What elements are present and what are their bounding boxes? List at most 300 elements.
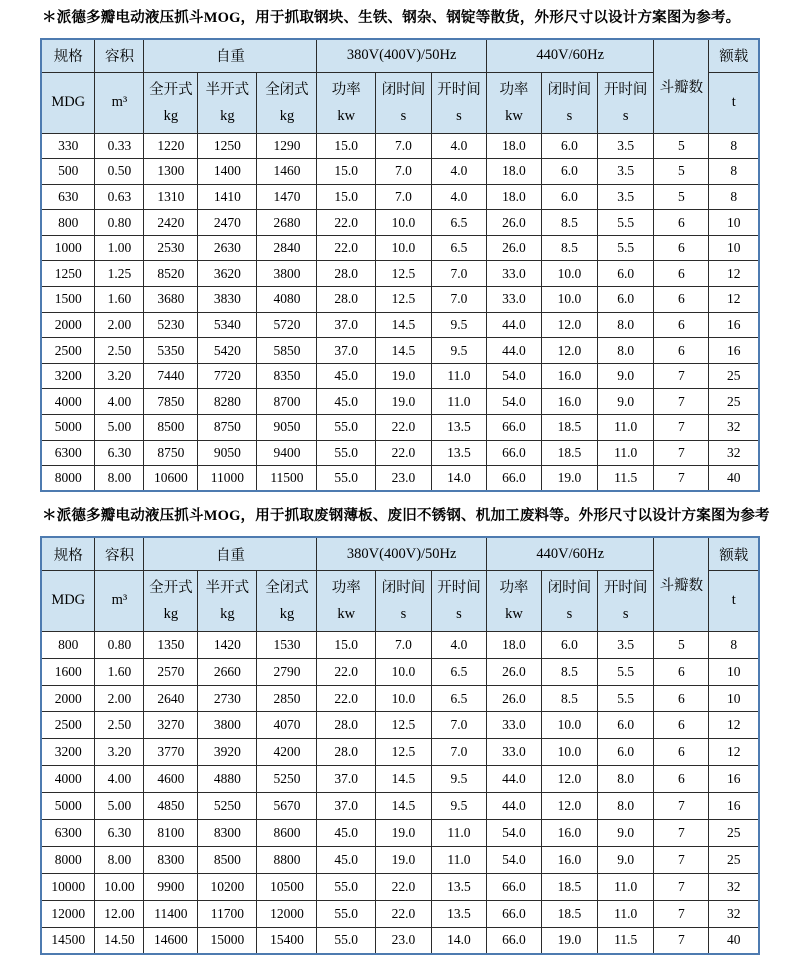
col-header-power-380: 功率 kw [317, 72, 376, 133]
table-cell: 44.0 [486, 312, 541, 338]
table-cell: 22.0 [375, 415, 431, 441]
table-row [41, 739, 759, 766]
col-header-power-440: 功率 kw [486, 72, 541, 133]
table-cell: 12000 [41, 900, 95, 927]
table-cell: 16 [709, 766, 759, 793]
table-cell: 7.0 [375, 631, 431, 658]
table-cell: 3.5 [597, 631, 654, 658]
col-header-open-time-440: 开时间 s [597, 72, 654, 133]
table-cell: 800 [41, 210, 95, 236]
table-cell: 8000 [41, 846, 95, 873]
table-cell: 3270 [144, 712, 198, 739]
table-cell: 19.0 [541, 927, 597, 954]
table-cell: 9400 [257, 440, 317, 466]
table-cell: 25 [709, 363, 759, 389]
table-cell: 2790 [257, 658, 317, 685]
table-cell: 6 [654, 235, 709, 261]
table-cell: 66.0 [486, 466, 541, 492]
table-cell: 6 [654, 338, 709, 364]
table-cell: 55.0 [317, 440, 376, 466]
table-cell: 2680 [257, 210, 317, 236]
table-cell: 8800 [257, 846, 317, 873]
table-cell: 55.0 [317, 466, 376, 492]
table-cell: 8.0 [597, 766, 654, 793]
col-header-fully-open: 全开式 kg [144, 570, 198, 631]
table-cell: 1500 [41, 287, 95, 313]
col-header-380v: 380V(400V)/50Hz [317, 537, 487, 570]
table-row [41, 793, 759, 820]
table-cell: 3.20 [95, 739, 144, 766]
col-header-half-open: 半开式 kg [198, 72, 257, 133]
table-row [41, 184, 759, 210]
table-row [41, 210, 759, 236]
table-cell: 12 [709, 739, 759, 766]
col-header-volume: 容积 [95, 537, 144, 570]
col-header-m3: m³ [95, 72, 144, 133]
table-cell: 8750 [198, 415, 257, 441]
col-header-power-380: 功率 kw [317, 570, 376, 631]
table-cell: 16.0 [541, 820, 597, 847]
table-cell: 5 [654, 631, 709, 658]
table-cell: 7.0 [431, 287, 486, 313]
table-cell: 5.00 [95, 415, 144, 441]
table-cell: 37.0 [317, 766, 376, 793]
table-cell: 14.5 [375, 766, 431, 793]
table-cell: 1470 [257, 184, 317, 210]
table-cell: 12 [709, 712, 759, 739]
table-cell: 5000 [41, 793, 95, 820]
table-cell: 11.5 [597, 466, 654, 492]
table-cell: 800 [41, 631, 95, 658]
table-cell: 12 [709, 261, 759, 287]
table-cell: 19.0 [375, 820, 431, 847]
table-cell: 9.5 [431, 793, 486, 820]
table-cell: 10.0 [375, 685, 431, 712]
table-cell: 7 [654, 846, 709, 873]
col-header-m3: m³ [95, 570, 144, 631]
table-cell: 6.0 [597, 287, 654, 313]
table-cell: 1400 [198, 159, 257, 185]
table-cell: 16.0 [541, 389, 597, 415]
col-header-rated-load: 额载 [709, 39, 759, 72]
table-cell: 11500 [257, 466, 317, 492]
table-cell: 28.0 [317, 739, 376, 766]
table-cell: 23.0 [375, 927, 431, 954]
table-cell: 33.0 [486, 261, 541, 287]
table-cell: 7 [654, 793, 709, 820]
col-header-half-open: 半开式 kg [198, 570, 257, 631]
grab-spec-table-scrap [40, 536, 760, 955]
table-cell: 8500 [198, 846, 257, 873]
table-cell: 23.0 [375, 466, 431, 492]
table-cell: 15.0 [317, 631, 376, 658]
table-cell: 18.5 [541, 415, 597, 441]
table-cell: 33.0 [486, 712, 541, 739]
table-row [41, 658, 759, 685]
table-cell: 4.0 [431, 159, 486, 185]
table-cell: 1310 [144, 184, 198, 210]
table-cell: 18.0 [486, 184, 541, 210]
table-cell: 1300 [144, 159, 198, 185]
table-cell: 5340 [198, 312, 257, 338]
table-cell: 1.00 [95, 235, 144, 261]
table-cell: 10.0 [541, 287, 597, 313]
table-cell: 11.0 [597, 900, 654, 927]
table-cell: 1410 [198, 184, 257, 210]
table-cell: 4.0 [431, 184, 486, 210]
table-row [41, 415, 759, 441]
table-cell: 19.0 [375, 846, 431, 873]
col-header-petal-count: 斗瓣数 [654, 39, 709, 133]
table-cell: 6300 [41, 440, 95, 466]
table-cell: 6 [654, 739, 709, 766]
table-cell: 7720 [198, 363, 257, 389]
table-cell: 5720 [257, 312, 317, 338]
table-cell: 2630 [198, 235, 257, 261]
table-cell: 44.0 [486, 793, 541, 820]
table-cell: 9.0 [597, 846, 654, 873]
table-cell: 5.5 [597, 235, 654, 261]
table-cell: 8300 [198, 820, 257, 847]
table-cell: 4.00 [95, 389, 144, 415]
table-row [41, 338, 759, 364]
table-cell: 500 [41, 159, 95, 185]
table-cell: 8.5 [541, 235, 597, 261]
table-cell: 22.0 [317, 685, 376, 712]
table-cell: 28.0 [317, 712, 376, 739]
table-cell: 2840 [257, 235, 317, 261]
table-cell: 5.5 [597, 685, 654, 712]
table-body [41, 631, 759, 954]
col-header-power-440: 功率 kw [486, 570, 541, 631]
table-cell: 11.0 [597, 440, 654, 466]
table-cell: 5230 [144, 312, 198, 338]
table-cell: 9.5 [431, 338, 486, 364]
table-cell: 10.0 [375, 235, 431, 261]
table-cell: 16 [709, 338, 759, 364]
table-cell: 5 [654, 159, 709, 185]
table-cell: 14.0 [431, 466, 486, 492]
table-cell: 11.0 [597, 415, 654, 441]
table-cell: 7.0 [431, 712, 486, 739]
table-cell: 6 [654, 287, 709, 313]
table-cell: 630 [41, 184, 95, 210]
table-cell: 5 [654, 133, 709, 159]
grab-spec-table-bulk [40, 38, 760, 492]
table-cell: 28.0 [317, 287, 376, 313]
table-cell: 0.63 [95, 184, 144, 210]
table-header [41, 537, 759, 631]
table-cell: 33.0 [486, 287, 541, 313]
table-cell: 2730 [198, 685, 257, 712]
table-cell: 9050 [198, 440, 257, 466]
table-cell: 66.0 [486, 927, 541, 954]
table-cell: 8.00 [95, 466, 144, 492]
table-cell: 12.5 [375, 712, 431, 739]
table-cell: 10.0 [541, 261, 597, 287]
table-cell: 4080 [257, 287, 317, 313]
table-cell: 3.5 [597, 159, 654, 185]
table-cell: 3770 [144, 739, 198, 766]
table-cell: 14.5 [375, 312, 431, 338]
col-header-open-time-380: 开时间 s [431, 72, 486, 133]
table-cell: 7 [654, 873, 709, 900]
table-cell: 54.0 [486, 820, 541, 847]
table-cell: 15.0 [317, 159, 376, 185]
table-cell: 7 [654, 415, 709, 441]
table-cell: 1250 [41, 261, 95, 287]
table-cell: 12000 [257, 900, 317, 927]
table-cell: 12.0 [541, 766, 597, 793]
col-header-close-time-440: 闭时间 s [541, 72, 597, 133]
table-cell: 6.30 [95, 820, 144, 847]
table-cell: 9900 [144, 873, 198, 900]
table-cell: 9.0 [597, 820, 654, 847]
table-cell: 2640 [144, 685, 198, 712]
table-cell: 7.0 [375, 133, 431, 159]
table-row [41, 766, 759, 793]
table-cell: 7.0 [431, 739, 486, 766]
caption-table1: ＊派德多瓣电动液压抓斗MOG，用于抓取钢块、生铁、钢杂、钢锭等散货，外形尺寸以设计方案图为参考。 [42, 10, 741, 26]
table-cell: 8280 [198, 389, 257, 415]
table-cell: 4070 [257, 712, 317, 739]
table-cell: 54.0 [486, 389, 541, 415]
table-header [41, 39, 759, 133]
table-cell: 4.0 [431, 133, 486, 159]
table-row [41, 159, 759, 185]
table-cell: 6.0 [597, 739, 654, 766]
table-cell: 16.0 [541, 846, 597, 873]
table-cell: 7440 [144, 363, 198, 389]
table-cell: 2500 [41, 712, 95, 739]
table-cell: 12.5 [375, 739, 431, 766]
table-cell: 10 [709, 235, 759, 261]
table-cell: 22.0 [317, 235, 376, 261]
table-cell: 3200 [41, 363, 95, 389]
table-cell: 18.5 [541, 440, 597, 466]
table-cell: 10200 [198, 873, 257, 900]
table-cell: 4850 [144, 793, 198, 820]
table-cell: 2420 [144, 210, 198, 236]
table-cell: 55.0 [317, 415, 376, 441]
table-cell: 12.5 [375, 261, 431, 287]
table-cell: 6.5 [431, 235, 486, 261]
table-cell: 66.0 [486, 415, 541, 441]
table-row [41, 235, 759, 261]
table-cell: 55.0 [317, 927, 376, 954]
table-cell: 18.0 [486, 159, 541, 185]
table-cell: 45.0 [317, 363, 376, 389]
table-cell: 1.25 [95, 261, 144, 287]
table-cell: 66.0 [486, 873, 541, 900]
table-cell: 28.0 [317, 261, 376, 287]
table-cell: 15000 [198, 927, 257, 954]
table-cell: 1220 [144, 133, 198, 159]
table-row [41, 261, 759, 287]
table-cell: 11.0 [431, 846, 486, 873]
table-cell: 40 [709, 466, 759, 492]
col-header-self-weight: 自重 [144, 537, 317, 570]
col-header-self-weight: 自重 [144, 39, 317, 72]
table-cell: 13.5 [431, 415, 486, 441]
col-header-open-time-380: 开时间 s [431, 570, 486, 631]
table-cell: 3800 [257, 261, 317, 287]
table-cell: 37.0 [317, 338, 376, 364]
table-cell: 2000 [41, 312, 95, 338]
table-cell: 2.50 [95, 712, 144, 739]
table-cell: 1600 [41, 658, 95, 685]
table-cell: 8350 [257, 363, 317, 389]
table-cell: 6 [654, 658, 709, 685]
table-cell: 6.0 [541, 184, 597, 210]
table-cell: 15.0 [317, 184, 376, 210]
table-cell: 8100 [144, 820, 198, 847]
table-cell: 7.0 [375, 184, 431, 210]
table-cell: 3.5 [597, 133, 654, 159]
table-cell: 10.0 [375, 658, 431, 685]
col-header-volume: 容积 [95, 39, 144, 72]
table-cell: 26.0 [486, 235, 541, 261]
col-header-petal-count: 斗瓣数 [654, 537, 709, 631]
table-row [41, 312, 759, 338]
col-header-440v: 440V/60Hz [486, 39, 653, 72]
table-cell: 6.5 [431, 658, 486, 685]
table-cell: 66.0 [486, 900, 541, 927]
table-cell: 12.0 [541, 793, 597, 820]
table-row [41, 287, 759, 313]
table-cell: 12 [709, 287, 759, 313]
table-cell: 11700 [198, 900, 257, 927]
table-cell: 5250 [257, 766, 317, 793]
col-header-rated-load: 额载 [709, 537, 759, 570]
table-cell: 2.50 [95, 338, 144, 364]
table-cell: 10 [709, 210, 759, 236]
table-cell: 14500 [41, 927, 95, 954]
table-cell: 22.0 [317, 658, 376, 685]
table-cell: 3.20 [95, 363, 144, 389]
table-cell: 10.0 [541, 739, 597, 766]
table-cell: 12.00 [95, 900, 144, 927]
table-cell: 2660 [198, 658, 257, 685]
col-header-spec: 规格 [41, 537, 95, 570]
table-cell: 6 [654, 312, 709, 338]
table-cell: 14.0 [431, 927, 486, 954]
table-cell: 8750 [144, 440, 198, 466]
table-cell: 6.0 [541, 631, 597, 658]
table-cell: 8 [709, 133, 759, 159]
table-cell: 55.0 [317, 873, 376, 900]
table-cell: 8700 [257, 389, 317, 415]
col-header-spec: 规格 [41, 39, 95, 72]
table-cell: 8 [709, 159, 759, 185]
table-cell: 4880 [198, 766, 257, 793]
table-cell: 3920 [198, 739, 257, 766]
table-cell: 5.00 [95, 793, 144, 820]
table-row [41, 927, 759, 954]
table-cell: 9050 [257, 415, 317, 441]
table-cell: 13.5 [431, 873, 486, 900]
table-cell: 22.0 [317, 210, 376, 236]
table-cell: 6.30 [95, 440, 144, 466]
table-cell: 10 [709, 658, 759, 685]
table-cell: 1290 [257, 133, 317, 159]
table-cell: 11000 [198, 466, 257, 492]
table-cell: 1350 [144, 631, 198, 658]
table-cell: 18.0 [486, 631, 541, 658]
col-header-fully-closed: 全闭式 kg [257, 72, 317, 133]
table-cell: 26.0 [486, 685, 541, 712]
table-cell: 7 [654, 440, 709, 466]
table-cell: 9.0 [597, 389, 654, 415]
table-cell: 2570 [144, 658, 198, 685]
table-cell: 16 [709, 793, 759, 820]
table-cell: 6 [654, 261, 709, 287]
table-cell: 14.5 [375, 793, 431, 820]
table-cell: 11.0 [597, 873, 654, 900]
table-cell: 2.00 [95, 685, 144, 712]
table-cell: 14.5 [375, 338, 431, 364]
table-cell: 6 [654, 766, 709, 793]
table-cell: 8.5 [541, 685, 597, 712]
table-row [41, 389, 759, 415]
table-cell: 25 [709, 389, 759, 415]
table-cell: 6.0 [597, 712, 654, 739]
table-cell: 8520 [144, 261, 198, 287]
table-cell: 10.00 [95, 873, 144, 900]
table-cell: 2000 [41, 685, 95, 712]
table-cell: 11.0 [431, 389, 486, 415]
table-row [41, 846, 759, 873]
table-row [41, 440, 759, 466]
table-cell: 10 [709, 685, 759, 712]
col-header-close-time-380: 闭时间 s [375, 570, 431, 631]
table-cell: 6.0 [597, 261, 654, 287]
table-row [41, 873, 759, 900]
table-cell: 45.0 [317, 820, 376, 847]
table-cell: 7 [654, 927, 709, 954]
col-header-380v: 380V(400V)/50Hz [317, 39, 487, 72]
col-header-mdg: MDG [41, 72, 95, 133]
table-cell: 8600 [257, 820, 317, 847]
table-cell: 5.5 [597, 658, 654, 685]
table-cell: 16.0 [541, 363, 597, 389]
table-cell: 1.60 [95, 658, 144, 685]
table-cell: 0.33 [95, 133, 144, 159]
table-cell: 66.0 [486, 440, 541, 466]
table-cell: 3620 [198, 261, 257, 287]
table-cell: 8300 [144, 846, 198, 873]
table-cell: 1.60 [95, 287, 144, 313]
table-cell: 8 [709, 631, 759, 658]
table-cell: 2500 [41, 338, 95, 364]
table-body [41, 133, 759, 491]
table-cell: 40 [709, 927, 759, 954]
table-cell: 6.5 [431, 210, 486, 236]
table-cell: 45.0 [317, 846, 376, 873]
col-header-mdg: MDG [41, 570, 95, 631]
table-cell: 26.0 [486, 210, 541, 236]
col-header-fully-open: 全开式 kg [144, 72, 198, 133]
table-cell: 1420 [198, 631, 257, 658]
table-cell: 7 [654, 466, 709, 492]
table-cell: 25 [709, 846, 759, 873]
table-cell: 11.0 [431, 820, 486, 847]
table-cell: 19.0 [375, 389, 431, 415]
table-row [41, 900, 759, 927]
table-cell: 4000 [41, 389, 95, 415]
table-row [41, 631, 759, 658]
table-row [41, 363, 759, 389]
